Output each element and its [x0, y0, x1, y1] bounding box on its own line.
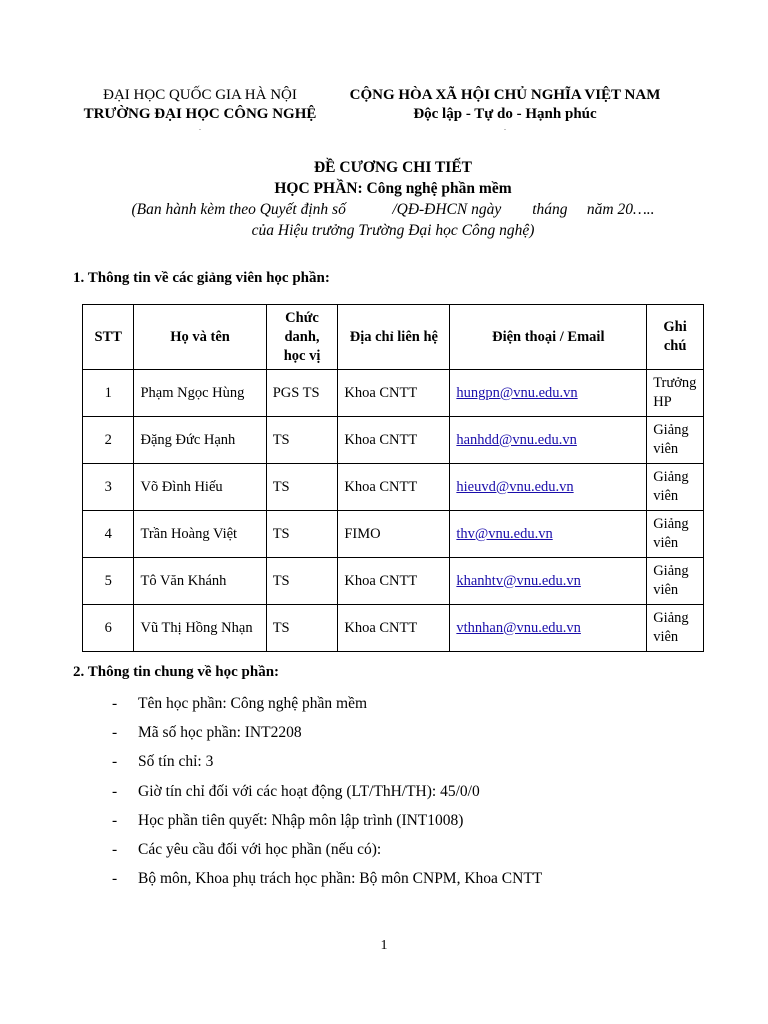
info-requirements: Các yêu cầu đối với học phần (nếu có): — [138, 840, 382, 858]
column-header-note: Ghi chú — [647, 305, 704, 370]
cell-title: TS — [266, 558, 338, 605]
motto: Độc lập - Tự do - Hạnh phúc — [413, 106, 597, 122]
table-row — [83, 370, 704, 417]
info-prerequisite: Học phần tiên quyết: Nhập môn lập trình (INT1008) — [138, 811, 464, 829]
table-header-row — [83, 305, 704, 370]
cell-email — [450, 558, 647, 605]
cell-stt: 4 — [83, 511, 134, 558]
national-motto-header — [335, 86, 675, 134]
bullet-dash: - — [112, 724, 118, 742]
bullet-dash: - — [112, 811, 118, 829]
table-row — [83, 511, 704, 558]
cell-email — [450, 511, 647, 558]
info-department: Bộ môn, Khoa phụ trách học phần: Bộ môn CNPM, Khoa CNTT — [138, 870, 543, 888]
column-header-address: Địa chỉ liên hệ — [338, 305, 450, 370]
column-header-contact: Điện thoại / Email — [450, 305, 647, 370]
list-item — [112, 839, 542, 868]
document-title: ĐỀ CƯƠNG CHI TIẾT — [313, 159, 473, 176]
bullet-dash: - — [112, 870, 118, 888]
info-course-code: Mã số học phần: INT2208 — [138, 724, 302, 742]
cell-name: Trần Hoàng Việt — [134, 511, 266, 558]
bullet-dash: - — [112, 695, 118, 712]
school-name: TRƯỜNG ĐẠI HỌC CÔNG NGHỆ — [83, 106, 317, 122]
page-number: 1 — [380, 938, 388, 953]
table-row — [83, 558, 704, 605]
course-title — [60, 178, 726, 199]
cell-note: Giảng viên — [647, 558, 704, 605]
cell-name: Đặng Đức Hạnh — [134, 417, 266, 464]
cell-note: Trưởng HP — [647, 370, 704, 417]
cell-title: TS — [266, 511, 338, 558]
column-header-name: Họ và tên — [134, 305, 266, 370]
header-dot-left: . — [199, 123, 201, 132]
course-label: HỌC PHẦN: — [274, 180, 363, 197]
cell-note: Giảng viên — [647, 417, 704, 464]
cell-stt: 5 — [83, 558, 134, 605]
cell-title: TS — [266, 605, 338, 652]
lecturer-table — [82, 304, 704, 652]
table-row — [83, 417, 704, 464]
email-link[interactable]: thv@vnu.edu.vn — [456, 525, 553, 542]
course-info-list — [112, 693, 542, 897]
list-item — [112, 810, 542, 839]
bullet-dash: - — [112, 753, 118, 771]
bullet-dash: - — [112, 840, 118, 858]
bullet-dash: - — [112, 782, 118, 800]
cell-email — [450, 464, 647, 511]
cell-name: Tô Văn Khánh — [134, 558, 266, 605]
list-item — [112, 868, 542, 897]
cell-name: Vũ Thị Hồng Nhạn — [134, 605, 266, 652]
cell-email — [450, 370, 647, 417]
cell-address: Khoa CNTT — [338, 464, 450, 511]
list-item — [112, 781, 542, 810]
cell-email — [450, 605, 647, 652]
cell-title: PGS TS — [266, 370, 338, 417]
cell-address: Khoa CNTT — [338, 370, 450, 417]
section-1-heading: 1. Thông tin về các giảng viên học phần: — [73, 270, 330, 286]
cell-note: Giảng viên — [647, 464, 704, 511]
email-link[interactable]: hungpn@vnu.edu.vn — [456, 384, 578, 401]
republic-name: CỘNG HÒA XÃ HỘI CHỦ NGHĨA VIỆT NAM — [349, 87, 661, 103]
list-item — [112, 693, 542, 722]
document-title-block — [60, 157, 726, 241]
cell-note: Giảng viên — [647, 605, 704, 652]
cell-stt: 2 — [83, 417, 134, 464]
email-link[interactable]: khanhtv@vnu.edu.vn — [456, 572, 581, 589]
table-row — [83, 464, 704, 511]
email-link[interactable]: vthnhan@vnu.edu.vn — [456, 619, 581, 636]
info-course-name: Tên học phần: Công nghệ phần mềm — [138, 695, 368, 712]
table-row — [83, 605, 704, 652]
cell-stt: 3 — [83, 464, 134, 511]
column-header-title: Chức danh, học vị — [266, 305, 338, 370]
cell-title: TS — [266, 417, 338, 464]
email-link[interactable]: hanhdd@vnu.edu.vn — [456, 431, 577, 448]
cell-note: Giảng viên — [647, 511, 704, 558]
decree-line-2: của Hiệu trưởng Trường Đại học Công nghệ) — [251, 222, 535, 239]
info-credits: Số tín chỉ: 3 — [138, 753, 214, 771]
cell-address: Khoa CNTT — [338, 558, 450, 605]
decree-line-1: (Ban hành kèm theo Quyết định số /QĐ-ĐHCN ngày tháng năm 20….. — [131, 201, 655, 218]
cell-name: Võ Đình Hiếu — [134, 464, 266, 511]
list-item — [112, 751, 542, 780]
cell-stt: 1 — [83, 370, 134, 417]
university-header — [70, 86, 330, 134]
cell-address: FIMO — [338, 511, 450, 558]
cell-name: Phạm Ngọc Hùng — [134, 370, 266, 417]
cell-email — [450, 417, 647, 464]
info-credit-hours: Giờ tín chỉ đối với các hoạt động (LT/ThH/TH): 45/0/0 — [138, 782, 480, 800]
cell-title: TS — [266, 464, 338, 511]
course-name: Công nghệ phần mềm — [366, 180, 512, 197]
cell-address: Khoa CNTT — [338, 605, 450, 652]
list-item — [112, 722, 542, 751]
university-name: ĐẠI HỌC QUỐC GIA HÀ NỘI — [103, 87, 297, 103]
cell-stt: 6 — [83, 605, 134, 652]
column-header-stt: STT — [83, 305, 134, 370]
cell-address: Khoa CNTT — [338, 417, 450, 464]
section-2-heading: 2. Thông tin chung về học phần: — [73, 664, 280, 680]
email-link[interactable]: hieuvd@vnu.edu.vn — [456, 478, 574, 495]
header-dot-right: . — [504, 123, 506, 132]
